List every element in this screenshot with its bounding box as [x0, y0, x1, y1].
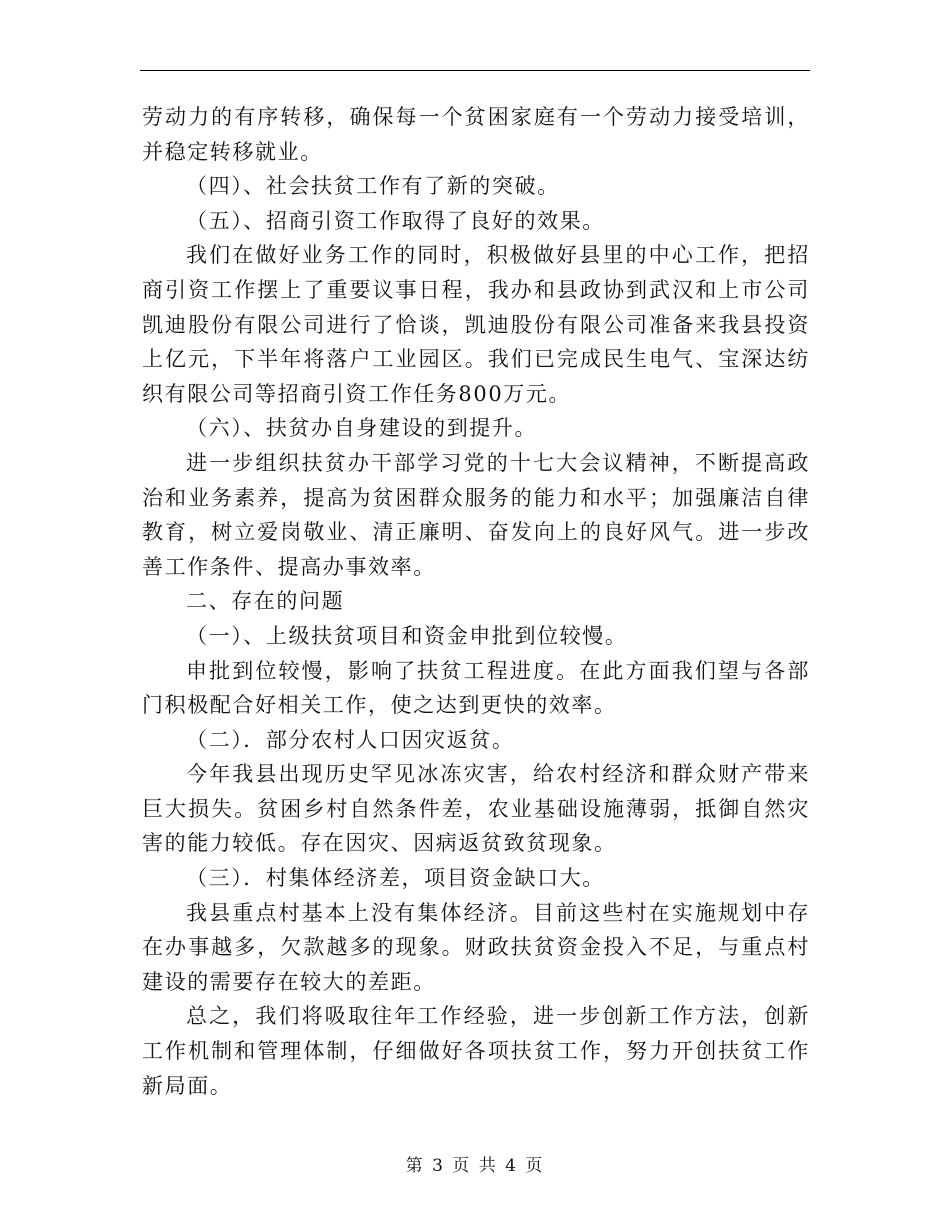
heading-section-4: （四）、社会扶贫工作有了新的突破。 [186, 174, 560, 199]
paragraph-problem-1: 申批到位较慢，影响了扶贫工程进度。在此方面我们望与各部门积极配合好相关工作，使之达到更快的效率。 [142, 658, 810, 718]
paragraph-problem-3: 我县重点村基本上没有集体经济。目前这些村在实施规划中存在办事越多，欠款越多的现象。财政扶贫资金投入不足，与重点村建设的需要存在较大的差距。 [142, 900, 810, 994]
heading-problem-2: （二）．部分农村人口因灾返贫。 [186, 727, 515, 752]
heading-section-5: （五）、招商引资工作取得了良好的效果。 [186, 208, 605, 233]
heading-problem-1: （一）、上级扶贫项目和资金申批到位较慢。 [186, 623, 628, 648]
paragraph-continuation: 劳动力的有序转移，确保每一个贫困家庭有一个劳动力接受培训，并稳定转移就业。 [142, 105, 810, 164]
heading-problem-3: （三）．村集体经济差，项目资金缺口大。 [186, 866, 605, 891]
header-rule [140, 70, 810, 71]
paragraph-investment: 我们在做好业务工作的同时，积极做好县里的中心工作，把招商引资工作摆上了重要议事日程，我办和县政协到武汉和上市公司凯迪股份有限公司进行了恰谈，凯迪股份有限公司准备来我县投资上亿元，下半年将落户工业园区。我们已完成民生电气、宝深达纺织有限公司等招商引资工作任务800万元。 [142, 243, 810, 406]
heading-problems: 二、存在的问题 [186, 589, 345, 614]
page-number-footer: 第 3 页 共 4 页 [405, 1156, 545, 1176]
paragraph-problem-2: 今年我县出现历史罕见冰冻灾害，给农村经济和群众财产带来巨大损失。贫困乡村自然条件差，农业基础设施薄弱，抵御自然灾害的能力较低。存在因灾、因病返贫致贫现象。 [142, 762, 810, 856]
document-body [142, 100, 810, 1103]
heading-section-6: （六）、扶贫办自身建设的到提升。 [186, 416, 538, 441]
paragraph-conclusion: 总之，我们将吸取往年工作经验，进一步创新工作方法，创新工作机制和管理体制，仔细做好各项扶贫工作，努力开创扶贫工作新局面。 [142, 1004, 810, 1098]
paragraph-self-building: 进一步组织扶贫办干部学习党的十七大会议精神，不断提高政治和业务素养，提高为贫困群众服务的能力和水平；加强廉洁自律教育，树立爱岗敬业、清正廉明、奋发向上的良好风气。进一步改善工作条件、提高办事效率。 [142, 450, 810, 579]
